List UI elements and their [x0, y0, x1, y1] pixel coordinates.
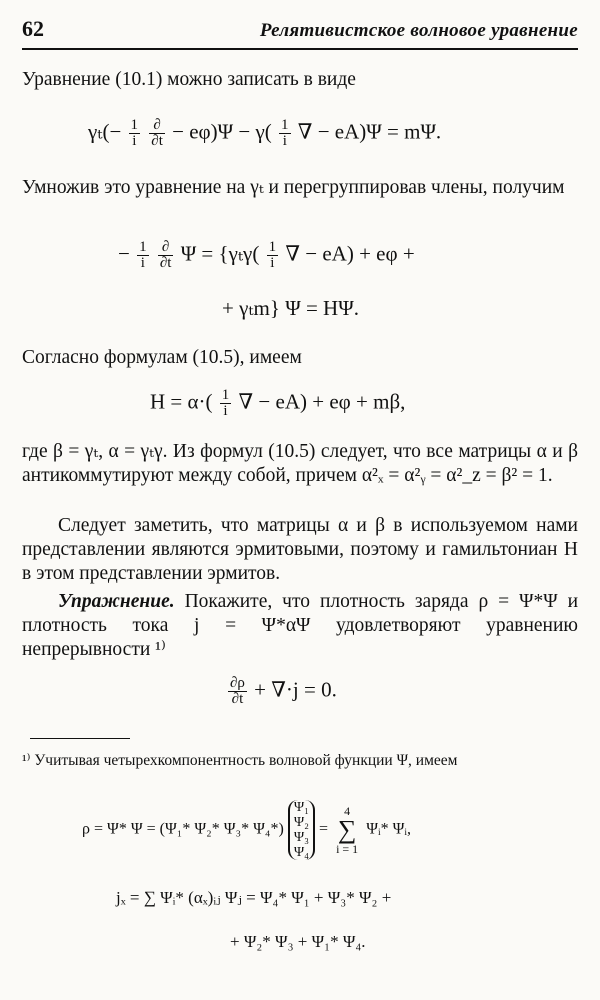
footnote-rho-equation: ρ = Ψ* Ψ = (Ψ₁* Ψ₂* Ψ₃* Ψ₄*) Ψ₁ Ψ₂ Ψ₃ Ψ₄ = 4 ∑ i = 1 Ψᵢ* Ψᵢ,	[82, 800, 412, 860]
exercise-label: Упражнение.	[58, 591, 175, 612]
paragraph-1: Уравнение (10.1) можно записать в виде	[22, 69, 356, 90]
footnote-rule	[30, 738, 130, 739]
footnote-jx-line-1: jₓ = ∑ Ψᵢ* (αₓ)ᵢⱼ Ψⱼ = Ψ₄* Ψ₁ + Ψ₃* Ψ₂ +	[116, 888, 392, 907]
psi-column-vector: Ψ₁ Ψ₂ Ψ₃ Ψ₄	[288, 800, 315, 860]
paragraph-2: Умножив это уравнение на γₜ и перегруппировав члены, получим	[22, 177, 565, 198]
equation-2-line-1: − $\frac{1}{i}$ $\frac{\partial}{\partial t}$ Ψ = {γₜγ( $\frac{1}{i}$ ∇ − eA) + eφ +	[118, 239, 415, 271]
page-header	[22, 18, 578, 50]
equation-1: γₜ(− $\frac{1}{i}$ $\frac{\partial}{\partial t}$ − eφ)Ψ − γ( $\frac{1}{i}$ ∇ − eA)Ψ = mΨ.	[88, 117, 442, 149]
equation-3: H = α·( $\frac{1}{i}$ ∇ − eA) + eφ + mβ,	[150, 387, 406, 419]
footnote-jx-line-2: + Ψ₂* Ψ₃ + Ψ₁* Ψ₄.	[230, 932, 366, 951]
page-number: 62	[22, 16, 44, 41]
paragraph-3: Согласно формулам (10.5), имеем	[22, 347, 302, 368]
footnote-text: ¹⁾ Учитывая четырехкомпонентность волновой функции Ψ, имеем	[22, 752, 458, 769]
paragraph-4: где β = γₜ, α = γₜγ. Из формул (10.5) следует, что все матрицы α и β антикоммутируют между собой, причем α²ₓ = α²ᵧ = α²_z = β² = 1.	[22, 441, 578, 486]
equation-2-line-2: + γₜm} Ψ = HΨ.	[222, 296, 359, 320]
exercise-text: Покажите, что плотность заряда ρ = Ψ*Ψ и плотность тока j = Ψ*αΨ удовлетворяют уравнению непрерывности ¹⁾	[22, 591, 579, 660]
running-title: Релятивистское волновое уравнение	[259, 20, 578, 41]
sum-symbol: 4 ∑ i = 1	[336, 804, 359, 856]
paragraph-5: Следует заметить, что матрицы α и β в используемом нами представлении являются эрмитовыми, поэтому и гамильтониан H в этом представлении эрмитов.	[22, 515, 578, 584]
paragraph-exercise	[22, 590, 578, 662]
equation-continuity: $\frac{\partial\rho}{\partial t}$ + ∇·j = 0.	[230, 675, 337, 707]
